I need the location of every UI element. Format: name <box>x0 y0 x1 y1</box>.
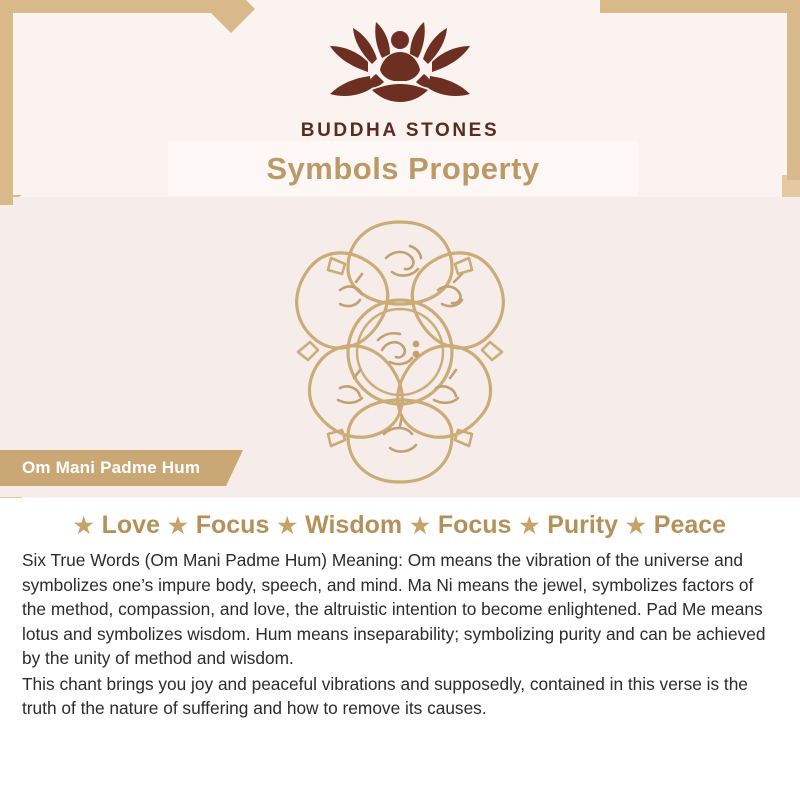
keyword-list <box>22 498 778 540</box>
keyword-item: Wisdom <box>305 511 403 539</box>
description-panel <box>0 498 800 800</box>
keyword-item: Love <box>101 511 160 539</box>
keyword-item: Purity <box>547 511 619 539</box>
corner-ribbon-top-left-horizontal <box>0 0 228 13</box>
star-icon: ★ <box>168 512 188 538</box>
title-band <box>168 141 638 197</box>
keyword-item: Focus <box>195 511 270 539</box>
page-title: Symbols Property <box>266 151 540 186</box>
keyword-item: Peace <box>653 511 727 539</box>
mantra-tag-label: Om Mani Padme Hum <box>22 458 201 477</box>
body-copy <box>22 548 778 721</box>
lotus-meditation-icon <box>310 18 490 114</box>
paragraph: Six True Words (Om Mani Padme Hum) Meaning: Om means the vibration of the universe and symbolizes one’s impure body, speech, and mind. Ma Ni means the jewel, symbolizes factors of the method, compassion, and love, the altruistic intention to become enlightened. Pad Me means lotus and symbolizes wisdom. Hum means inseparability; symbolizing purity and can be achieved by the unity of method and wisdom. <box>22 550 766 669</box>
paragraph: This chant brings you joy and peaceful vibrations and supposedly, contained in this verse is the truth of the nature of suffering and how to remove its causes. <box>22 673 748 719</box>
mantra-tag <box>0 450 226 486</box>
star-icon: ★ <box>519 512 540 538</box>
keyword-item: Focus <box>437 511 512 539</box>
star-icon: ★ <box>410 512 430 538</box>
star-icon: ★ <box>277 512 298 538</box>
corner-ribbon-top-right-horizontal <box>600 0 800 13</box>
brand-logo <box>0 18 800 142</box>
star-icon: ★ <box>626 512 646 538</box>
star-icon: ★ <box>73 512 94 538</box>
brand-name: BUDDHA STONES <box>300 120 500 141</box>
om-mani-padme-hum-lotus-mandala-icon <box>240 202 560 502</box>
